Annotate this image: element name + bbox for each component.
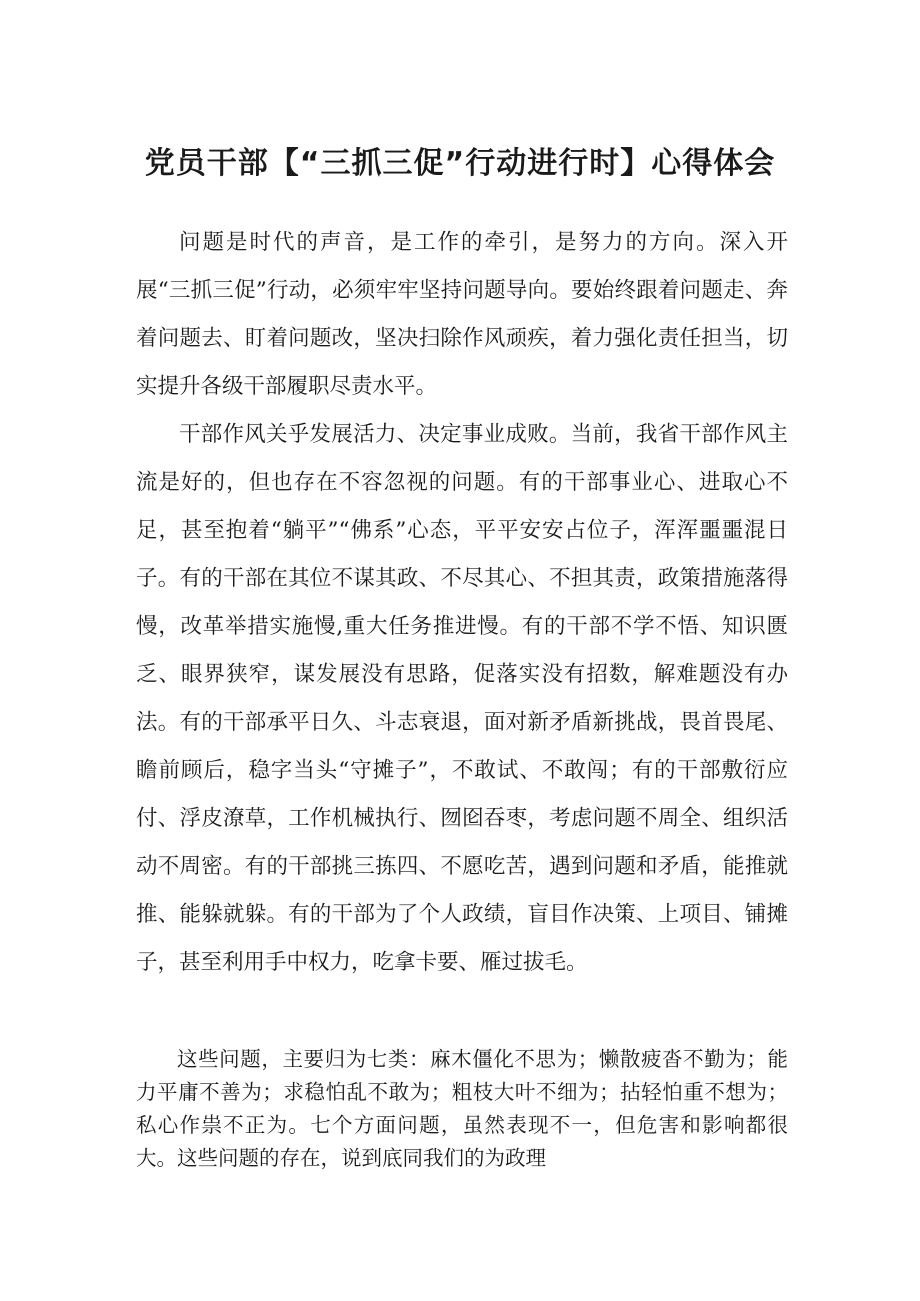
paragraph-cadre-style-issues: 干部作风关乎发展活力、决定事业成败。当前，我省干部作风主流是好的，但也存在不容忽视的问题。有的干部事业心、进取心不足，甚至抱着“躺平”“佛系”心态，平平安安占位子，浑浑噩噩混日子。有的干部在其位不谋其政、不尽其心、不担其责，政策措施落得慢，改革举措实施慢,重大任务推进慢。有的干部不学不悟、知识匮乏、眼界狭窄，谋发展没有思路，促落实没有招数，解难题没有办法。有的干部承平日久、斗志衰退，面对新矛盾新挑战，畏首畏尾、瞻前顾后，稳字当头“守摊子”，不敢试、不敢闯；有的干部敷衍应付、浮皮潦草，工作机械执行、囫囵吞枣，考虑问题不周全、组织活动不周密。有的干部挑三拣四、不愿吃苦，遇到问题和矛盾，能推就推、能躲就躲。有的干部为了个人政绩，盲目作决策、上项目、铺摊子，甚至利用手中权力，吃拿卡要、雁过拔毛。 <box>136 422 788 975</box>
paragraph-seven-categories: 这些问题，主要归为七类：麻木僵化不思为；懒散疲沓不勤为；能力平庸不善为；求稳怕乱不敢为；粗枝大叶不细为；拈轻怕重不想为；私心作祟不正为。七个方面问题，虽然表现不一，但危害和影响都很大。这些问题的存在，说到底同我们的为政理 <box>136 1047 788 1170</box>
paragraph-problem-orientation: 问题是时代的声音，是工作的牵引，是努力的方向。深入开展“三抓三促”行动，必须牢牢坚持问题导向。要始终跟着问题走、奔着问题去、盯着问题改，坚决扫除作风顽疾，着力强化责任担当，切实提升各级干部履职尽责水平。 <box>136 230 788 399</box>
document-title: 党员干部【“三抓三促”行动进行时】心得体会 <box>144 146 776 181</box>
